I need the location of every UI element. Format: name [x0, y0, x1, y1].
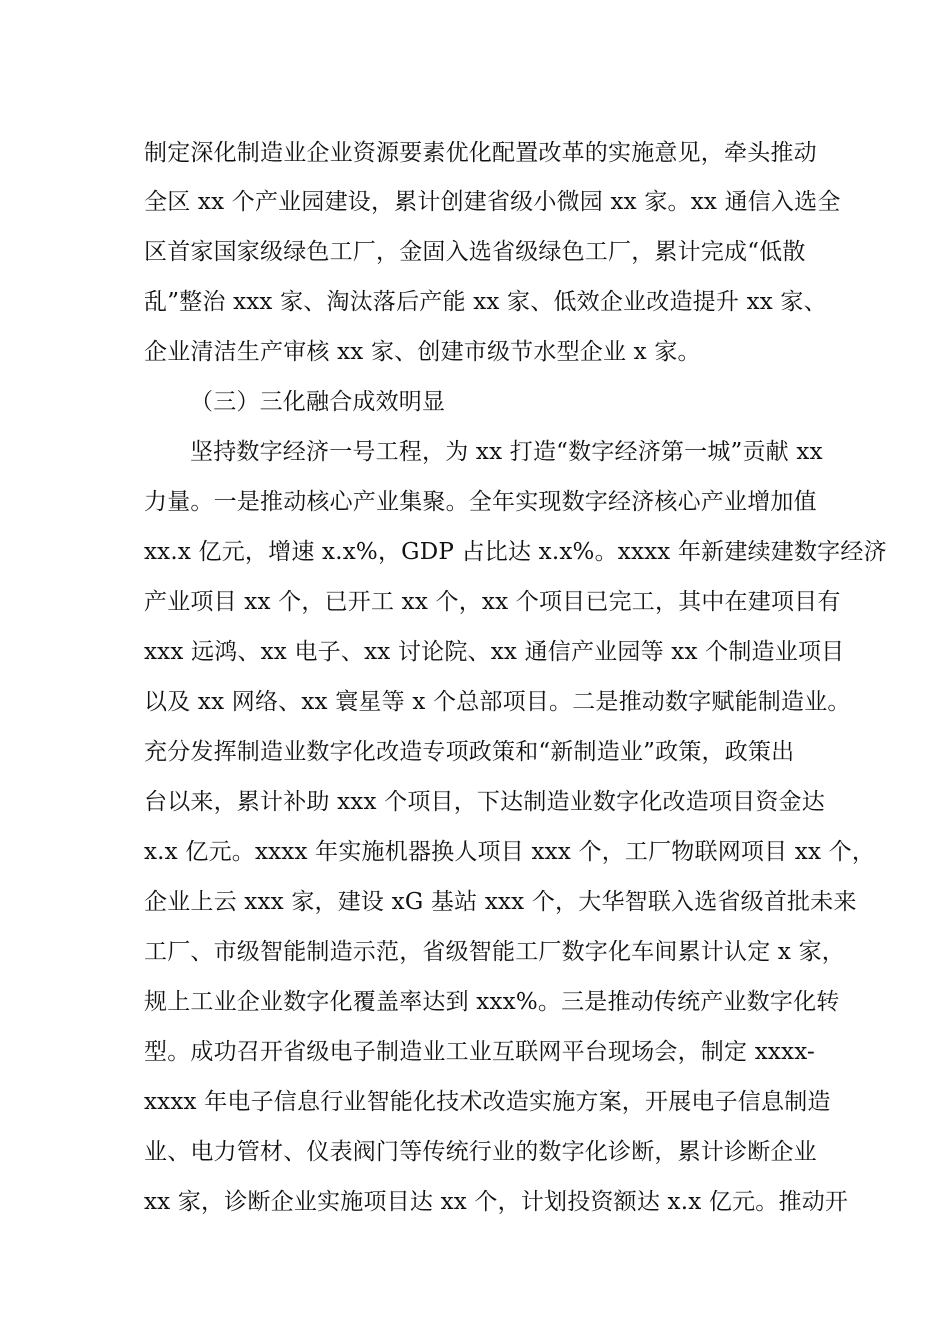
paragraph-line: 制定深化制造业企业资源要素优化配置改革的实施意见，牵头推动: [144, 140, 817, 166]
paragraph-line: xxx 远鸿、xx 电子、xx 讨论院、xx 通信产业园等 xx 个制造业项目: [144, 639, 845, 665]
paragraph-line: 充分发挥制造业数字化改造专项政策和“新制造业”政策，政策出: [144, 739, 795, 765]
paragraph-line: 企业上云 xxx 家，建设 xG 基站 xxx 个，大华智联入选省级首批未来: [144, 889, 857, 915]
paragraph-line: 乱”整治 xxx 家、淘汰落后产能 xx 家、低效企业改造提升 xx 家、: [144, 289, 827, 315]
paragraph-line: xx 家，诊断企业实施项目达 xx 个，计划投资额达 x.x 亿元。推动开: [144, 1189, 849, 1215]
paragraph-line: 企业清洁生产审核 xx 家、创建市级节水型企业 x 家。: [144, 339, 701, 365]
paragraph-line: 台以来，累计补助 xxx 个项目，下达制造业数字化改造项目资金达: [144, 789, 825, 815]
paragraph-line: xxxx 年电子信息行业智能化技术改造实施方案，开展电子信息制造: [144, 1089, 831, 1115]
paragraph-line: 坚持数字经济一号工程，为 xx 打造“数字经济第一城”贡献 xx: [190, 439, 823, 465]
paragraph-line: 产业项目 xx 个，已开工 xx 个，xx 个项目已完工，其中在建项目有: [144, 589, 841, 615]
paragraph-line: 力量。一是推动核心产业集聚。全年实现数字经济核心产业增加值: [144, 489, 817, 515]
section-heading: （三）三化融合成效明显: [190, 389, 446, 415]
paragraph-line: 规上工业企业数字化覆盖率达到 xxx%。三是推动传统产业数字化转: [144, 989, 840, 1015]
paragraph-line: 业、电力管材、仪表阀门等传统行业的数字化诊断，累计诊断企业: [144, 1139, 817, 1165]
paragraph-line: 全区 xx 个产业园建设，累计创建省级小微园 xx 家。xx 通信入选全: [144, 189, 841, 215]
paragraph-line: 工厂、市级智能制造示范，省级智能工厂数字化车间累计认定 x 家，: [144, 939, 845, 965]
paragraph-line: 型。成功召开省级电子制造业工业互联网平台现场会，制定 xxxx-: [144, 1039, 815, 1065]
paragraph-line: xx.x 亿元，增速 x.x%，GDP 占比达 x.x%。xxxx 年新建续建数字经济: [144, 539, 887, 565]
paragraph-line: 以及 xx 网络、xx 寰星等 x 个总部项目。二是推动数字赋能制造业。: [144, 689, 851, 715]
paragraph-line: 区首家国家级绿色工厂，金固入选省级绿色工厂，累计完成“低散: [144, 239, 806, 265]
paragraph-line: x.x 亿元。xxxx 年实施机器换人项目 xxx 个，工厂物联网项目 xx 个，: [144, 839, 876, 865]
